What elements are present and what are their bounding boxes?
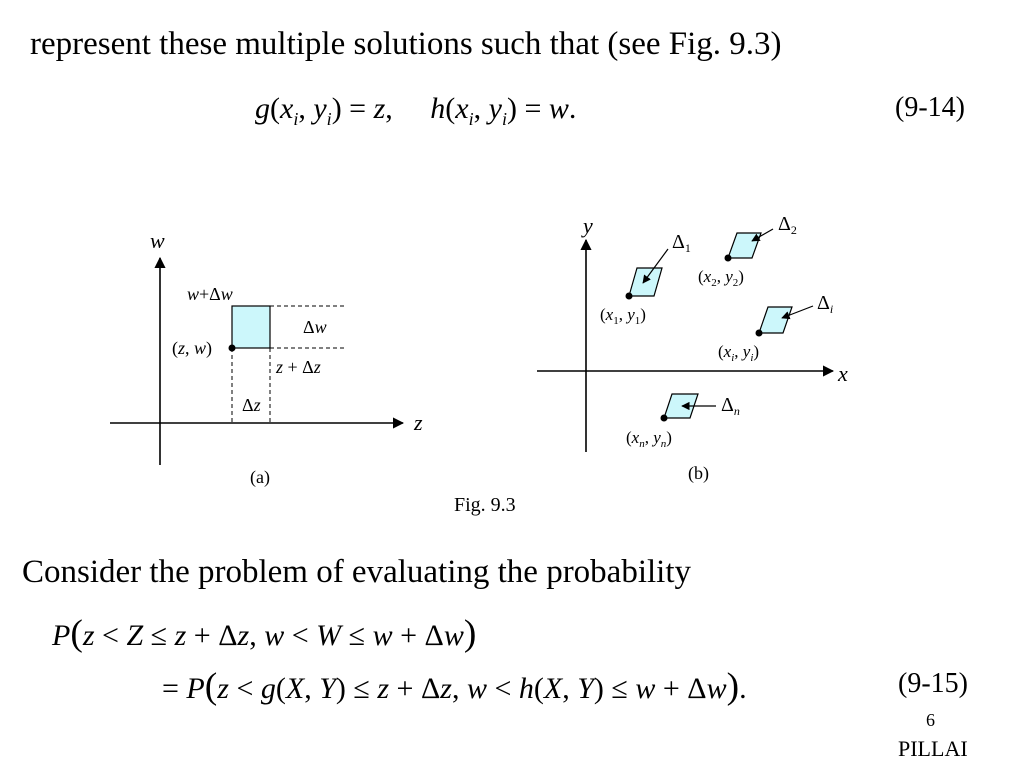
w-axis-label: w: [150, 228, 165, 253]
paragraph-text: Consider the problem of evaluating the probability: [22, 554, 692, 590]
panel-a: [110, 228, 423, 488]
label-point-n: ($x_n$, $y_n$): [626, 428, 672, 450]
label-zw: (z, w): [172, 338, 213, 358]
figure-caption: Fig. 9.3: [454, 494, 516, 516]
delta-region-2: [728, 233, 761, 258]
label-delta-n: $\Delta_n$: [721, 394, 740, 418]
equation-9-15-line-2: = P(z < g(X, Y) ≤ z + Δz, w < h(X, Y) ≤ w + Δw).: [162, 666, 747, 707]
z-axis-label: z: [414, 410, 423, 435]
delta-box: [232, 306, 270, 348]
page-number: 6: [926, 710, 935, 730]
equation-9-15-line-1: P(z < Z ≤ z + Δz, w < W ≤ w + Δw): [52, 613, 477, 654]
x-axis-label: x: [838, 361, 848, 386]
intro-text: represent these multiple solutions such that (see Fig. 9.3): [30, 26, 782, 62]
panel-b-label: (b): [688, 463, 709, 483]
label-dw: Δw: [303, 317, 327, 337]
panel-b: [537, 213, 848, 484]
delta-region-1: [629, 268, 662, 296]
label-dz: Δz: [242, 395, 261, 415]
equation-9-14: $g(x_i$, $y_i) = z$, $h(x_i$, $y_i) = w$.: [255, 92, 577, 129]
equation-number-9-15: (9-15): [898, 668, 968, 699]
label-delta-2: $\Delta_2$: [778, 213, 797, 237]
y-axis-label: y: [583, 213, 593, 238]
panel-a-label: (a): [250, 467, 270, 487]
label-point-1: ($x_1$, $y_1$): [600, 305, 646, 327]
label-point-2: ($x_2$, $y_2$): [698, 267, 744, 289]
delta-region-i: [759, 307, 792, 333]
label-delta-i: $\Delta_i$: [817, 292, 834, 316]
author-name: PILLAI: [898, 736, 968, 761]
equation-number-9-14: (9-14): [895, 92, 965, 123]
point-zw: [229, 345, 236, 352]
label-z-plus-dz: z + Δz: [276, 357, 321, 377]
label-point-i: ($x_i$, $y_i$): [718, 342, 760, 364]
label-w-plus-dw: w+Δw: [187, 284, 233, 304]
label-delta-1: $\Delta_1$: [672, 231, 691, 255]
